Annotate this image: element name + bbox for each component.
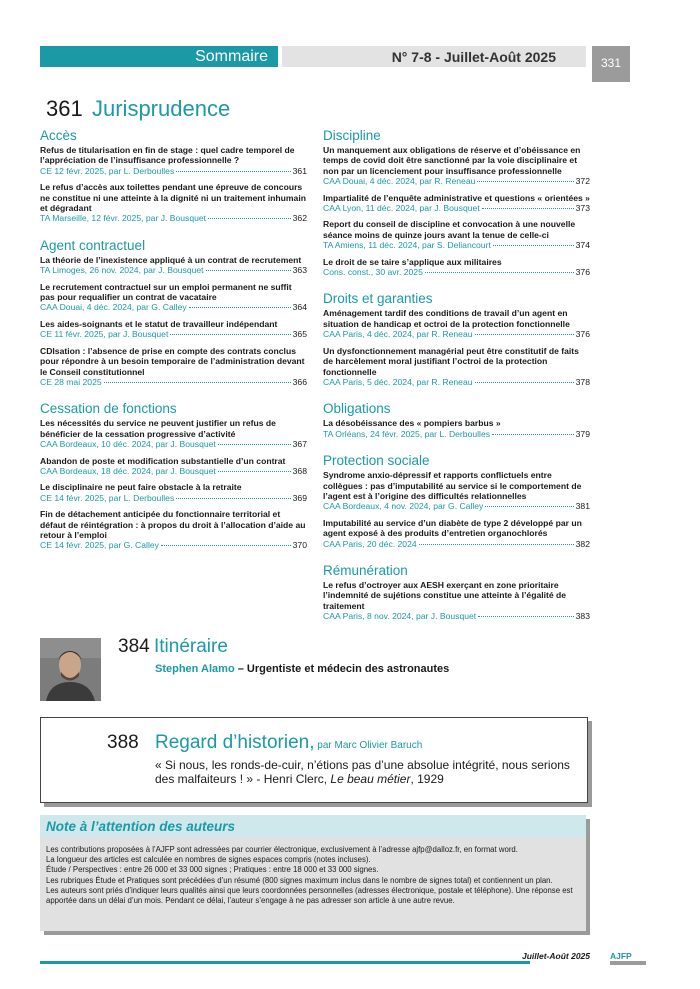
- entry-page: 364: [292, 302, 307, 313]
- entry-reference: [323, 611, 590, 621]
- jurisprudence-page-number: 361: [46, 96, 83, 121]
- dot-leader: [475, 382, 574, 383]
- entry-reference: [323, 267, 590, 277]
- entry-title: Les aides-soignants et le statut de travailleur indépendant: [40, 318, 278, 329]
- entry-page: 366: [292, 376, 307, 387]
- entry-citation: CAA Bordeaux, 10 déc. 2024, par J. Bousquet: [40, 439, 216, 450]
- section-title: Accès: [40, 128, 77, 143]
- entry-title: Abandon de poste et modification substantielle d’un contrat: [40, 455, 286, 466]
- entry-page: 367: [292, 439, 307, 450]
- page-number: 331: [600, 56, 622, 70]
- entry-page: 363: [292, 265, 307, 276]
- dot-leader: [485, 506, 573, 507]
- toc-entry: [323, 346, 590, 388]
- historien-title: [155, 732, 422, 754]
- dot-leader: [104, 382, 291, 383]
- portrait-icon: [40, 638, 101, 701]
- entry-title: Le droit de se taire s’applique aux militaires: [323, 256, 502, 267]
- entry-citation: CAA Paris, 4 déc. 2024, par R. Reneau: [323, 329, 473, 340]
- toc-entry: [40, 509, 307, 551]
- section-title: Cessation de fonctions: [40, 401, 177, 417]
- entry-citation: CE 14 févr. 2025, par L. Derboulles: [40, 492, 175, 503]
- historien-title-text: Regard d’historien,: [155, 732, 315, 753]
- page-number-tab: [592, 46, 630, 82]
- entry-citation: CE 14 févr. 2025, par G. Calley: [40, 540, 159, 551]
- entry-citation: TA Limoges, 26 nov. 2024, par J. Bousquet: [40, 265, 204, 276]
- historien-quote: [155, 758, 575, 786]
- dot-leader: [206, 270, 291, 271]
- entry-citation: CAA Paris, 20 déc. 2024: [323, 538, 417, 549]
- dot-leader: [189, 307, 291, 308]
- dot-leader: [161, 545, 291, 546]
- entry-page: 376: [575, 267, 590, 278]
- entry-page: 381: [575, 501, 590, 512]
- dot-leader: [218, 444, 291, 445]
- dot-leader: [482, 208, 574, 209]
- entry-page: 362: [292, 213, 307, 224]
- entry-reference: [40, 329, 307, 339]
- entry-reference: [40, 265, 307, 275]
- entry-page: 379: [575, 428, 590, 439]
- entry-title: Le disciplinaire ne peut faire obstacle à la retraite: [40, 482, 242, 493]
- dot-leader: [492, 434, 574, 435]
- historien-box: [40, 717, 588, 803]
- jurisprudence-right-column: [323, 128, 590, 628]
- toc-entry: [323, 518, 590, 549]
- author-note-header: [40, 815, 586, 837]
- entry-title: La théorie de l’inexistence appliqué à un contrat de recrutement: [40, 254, 302, 265]
- toc-entry: [40, 255, 307, 276]
- entry-citation: CE 11 févr. 2025, par J. Bousquet: [40, 329, 169, 340]
- dot-leader: [425, 272, 574, 273]
- entry-page: 378: [575, 376, 590, 387]
- entry-citation: CE 28 mai 2025: [40, 376, 102, 387]
- entry-title: Un manquement aux obligations de réserve et d’obéissance en temps de covid doit être sanctionné par la voie disciplinaire et non par un licenciement pour insuffisance professionnelle: [323, 145, 581, 176]
- author-note-title: Note à l’attention des auteurs: [46, 819, 236, 834]
- toc-entry: [40, 182, 307, 224]
- entry-title: Imputabilité au service d’un diabète de type 2 développé par un agent exposé à des produits d’entretien organochlorés: [323, 517, 582, 539]
- portrait-photo: [40, 638, 101, 701]
- entry-reference: [323, 501, 590, 511]
- entry-title: Les nécessités du service ne peuvent justifier un refus de bénéficier de la cessation progressive d’activité: [40, 418, 276, 439]
- entry-citation: CE 12 févr. 2025, par L. Derboulles: [40, 165, 175, 176]
- entry-reference: [323, 176, 590, 186]
- footer-rule: [40, 961, 530, 964]
- section-title: Protection sociale: [323, 453, 430, 469]
- toc-entry: [323, 193, 590, 214]
- entry-title: Le refus d’accès aux toilettes pendant une épreuve de concours ne constitue ni une atteinte à la dignité ni un traitement inhumain et dégradant: [40, 182, 306, 214]
- toc-entry: [323, 219, 590, 250]
- historien-author: par Marc Olivier Baruch: [314, 740, 423, 751]
- toc-entry: [40, 319, 307, 340]
- entry-citation: CAA Bordeaux, 4 nov. 2024, par G. Calley: [323, 501, 484, 512]
- entry-page: 372: [575, 176, 590, 187]
- historien-page-number: 388: [107, 732, 139, 753]
- entry-title: Fin de détachement anticipée du fonctionnaire territorial et défaut de réintégration : à propos du droit à l’allocation d’aide au retour à l’emploi: [40, 509, 306, 540]
- dot-leader: [218, 471, 291, 472]
- section-gap: [40, 393, 307, 401]
- author-note-line: La longueur des articles est calculée en nombres de signes espaces compris (notes incluses).: [46, 855, 371, 865]
- dot-leader: [477, 181, 573, 182]
- dot-leader: [208, 218, 291, 219]
- entry-title: La désobéissance des « pompiers barbus »: [323, 418, 501, 429]
- entry-reference: [40, 439, 307, 449]
- entry-reference: [323, 240, 590, 250]
- toc-entry: [323, 470, 590, 512]
- entry-reference: [40, 213, 307, 223]
- entry-reference: [323, 429, 590, 439]
- dot-leader: [475, 334, 574, 335]
- section-gap: [323, 445, 590, 453]
- entry-page: 374: [575, 240, 590, 251]
- entry-page: 370: [292, 540, 307, 551]
- entry-citation: Cons. const., 30 avr. 2025: [323, 267, 423, 278]
- entry-page: 376: [575, 329, 590, 340]
- section-title: Rémunération: [323, 562, 408, 578]
- toc-entry: [40, 456, 307, 477]
- dot-leader: [176, 498, 290, 499]
- entry-title: Report du conseil de discipline et convocation à une nouvelle séance moins de quinze jours avant la tenue de celle-ci: [323, 219, 576, 240]
- issue-banner: [282, 46, 586, 67]
- entry-reference: [40, 493, 307, 503]
- dot-leader: [419, 544, 574, 545]
- dot-leader: [493, 245, 574, 246]
- author-note-line: Étude / Perspectives : entre 26 000 et 33 000 signes ; Pratiques : entre 18 000 et 33 000 signes.: [46, 865, 379, 875]
- footer-brand: AJFP: [610, 951, 632, 961]
- entry-citation: CAA Paris, 5 déc. 2024, par R. Reneau: [323, 376, 473, 387]
- jurisprudence-title: Jurisprudence: [92, 96, 231, 121]
- author-note-line: Les auteurs sont priés d’indiquer leurs qualités ainsi que leurs coordonnées personnelles (adresses électronique, postale et téléphone). Une réponse est apportée dans un délai d’un mois. Pendant ce délai, l’auteur s’engage à ne pas adresser son article à une autre revue.: [46, 885, 573, 906]
- entry-title: Le recrutement contractuel sur un emploi permanent ne suffit pas pour requalifier un contrat de vacataire: [40, 281, 292, 303]
- entry-title: CDIsation : l’absence de prise en compte des contrats conclus pour répondre à un besoin temporaire de l’administration devant le Conseil constitutionnel: [40, 345, 305, 377]
- historien-quote-text: « Si nous, les ronds-de-cuir, n’étions pas d’une absolue intégrité, nous serions des malfaiteurs ! » - Henri Clerc,: [155, 758, 570, 786]
- entry-citation: CAA Lyon, 11 déc. 2024, par J. Bousquet: [323, 203, 480, 214]
- dot-leader: [170, 334, 290, 335]
- section-gap: [323, 283, 590, 291]
- entry-page: 373: [575, 203, 590, 214]
- section-title: Droits et garanties: [323, 291, 433, 307]
- section-title: Agent contractuel: [40, 237, 146, 253]
- entry-page: 361: [292, 165, 307, 176]
- section-banner: [40, 46, 278, 67]
- entry-page: 368: [292, 465, 307, 476]
- toc-entry: [40, 145, 307, 176]
- itineraire-subtitle-text: – Urgentiste et médecin des astronautes: [234, 663, 450, 675]
- itineraire-title: Itinéraire: [154, 636, 228, 657]
- entry-citation: CAA Douai, 4 déc. 2024, par R. Reneau: [323, 176, 476, 187]
- entry-title: Aménagement tardif des conditions de travail d’un agent en situation de handicap et octroi de la protection fonctionnelle: [323, 308, 570, 329]
- toc-entry: [40, 418, 307, 449]
- toc-entry: [323, 308, 590, 339]
- section-gap: [40, 230, 307, 238]
- toc-entry: [40, 482, 307, 503]
- entry-title: Syndrome anxio-dépressif et rapports conflictuels entre collègues : pas d’imputabilité au service si le comportement de l’agent est à l’origine des difficultés relationnelles: [323, 470, 582, 501]
- entry-page: 383: [575, 611, 590, 622]
- entry-title: Impartialité de l’enquête administrative et questions « orientées »: [323, 192, 590, 203]
- toc-entry: [40, 282, 307, 313]
- section-gap: [323, 393, 590, 401]
- entry-page: 369: [292, 492, 307, 503]
- toc-entry: [40, 346, 307, 388]
- toc-entry: [323, 257, 590, 278]
- toc-entry: [323, 580, 590, 622]
- itineraire-subtitle: [155, 663, 449, 675]
- historien-quote-work: Le beau métier: [330, 772, 411, 786]
- issue-label: N° 7-8 - Juillet-Août 2025: [391, 49, 556, 65]
- entry-reference: [323, 203, 590, 213]
- entry-citation: TA Orléans, 24 févr. 2025, par L. Derboulles: [323, 428, 491, 439]
- entry-reference: [323, 329, 590, 339]
- entry-reference: [40, 377, 307, 387]
- entry-reference: [40, 166, 307, 176]
- section-title: Obligations: [323, 401, 391, 417]
- footer-tab: [610, 961, 646, 965]
- entry-title: Un dysfonctionnement managérial peut être constitutif de faits de harcèlement moral justifiant l’octroi de la protection fonctionnelle: [323, 345, 579, 377]
- dot-leader: [478, 616, 573, 617]
- section-label: Sommaire: [195, 48, 268, 65]
- section-title: Discipline: [323, 128, 381, 143]
- entry-page: 365: [292, 329, 307, 340]
- entry-reference: [323, 539, 590, 549]
- author-note-box: [40, 815, 586, 931]
- entry-title: Refus de titularisation en fin de stage : quel cadre temporel de l’appréciation de l’insuffisance professionnelle ?: [40, 145, 295, 166]
- itineraire-person: Stephen Alamo: [155, 663, 235, 675]
- toc-entry: [323, 145, 590, 187]
- section-gap: [323, 555, 590, 563]
- entry-citation: CAA Douai, 4 déc. 2024, par G. Calley: [40, 302, 187, 313]
- entry-reference: [40, 540, 307, 550]
- itineraire-page-number: 384: [118, 636, 150, 657]
- author-note-line: Les rubriques Étude et Pratiques sont précédées d’un résumé (800 signes maximum inclus dans le nombre de signes total) et contiennent un plan.: [46, 875, 553, 885]
- jurisprudence-left-column: [40, 128, 307, 557]
- entry-citation: TA Marseille, 12 févr. 2025, par J. Bousquet: [40, 213, 207, 224]
- entry-reference: [40, 466, 307, 476]
- historien-quote-year: , 1929: [410, 772, 444, 786]
- author-note-body: [40, 837, 586, 906]
- entry-reference: [323, 377, 590, 387]
- entry-citation: CAA Paris, 8 nov. 2024, par J. Bousquet: [323, 611, 477, 622]
- entry-title: Le refus d’octroyer aux AESH exerçant en zone prioritaire l’indemnité de sujétions constitue une atteinte à l’égalité de traitement: [323, 579, 567, 611]
- entry-citation: TA Amiens, 11 déc. 2024, par S. Deliancourt: [323, 240, 491, 251]
- entry-citation: CAA Bordeaux, 18 déc. 2024, par J. Bousquet: [40, 465, 216, 476]
- entry-page: 382: [575, 538, 590, 549]
- entry-reference: [40, 302, 307, 312]
- toc-entry: [323, 418, 590, 439]
- footer-date: Juillet-Août 2025: [522, 951, 591, 961]
- author-note-line: Les contributions proposées à l’AJFP sont adressées par courrier électronique, exclusivement à l’adresse ajfp@dalloz.fr, en format word.: [46, 845, 518, 854]
- dot-leader: [176, 171, 290, 172]
